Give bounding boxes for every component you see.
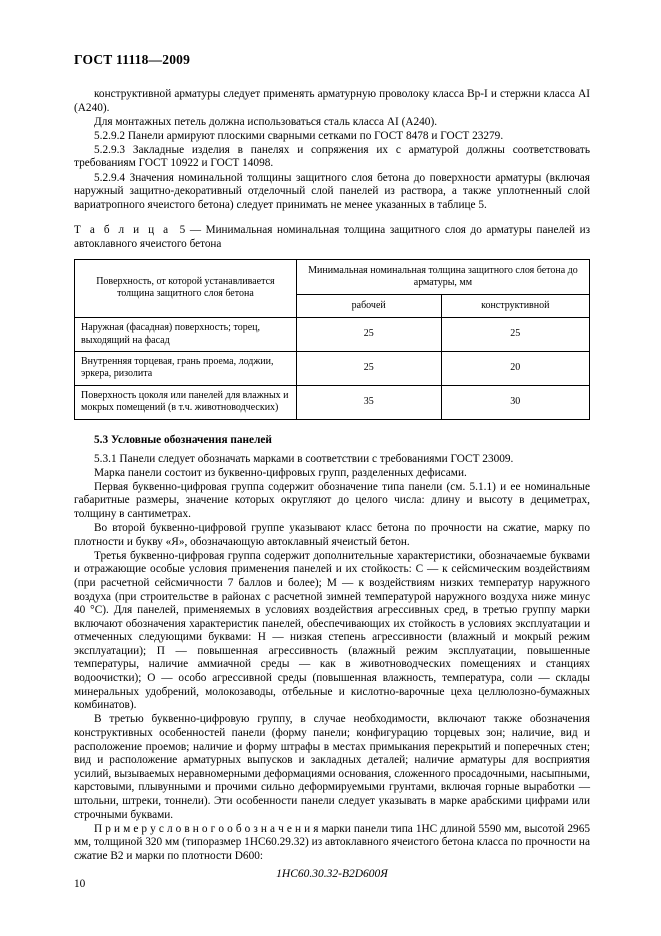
paragraph: Третья буквенно-цифровая группа содержит дополнительные характеристики, обозначаемые буквами и отражающие особые условия применения панелей и их стойкость: С — к сейсмическим воздействиям (при расчетной сейсмичности 7 баллов и более); М — к воздействиям низких температур наружного воздуха (при строительстве в районах с расчетной зимней температурой наружного воздуха ниже минус 40 °С). Для панелей, применяемых в условиях воздействия агрессивных сред, в третью группу марки включают обозначения характеристик панелей, обеспечивающих их стойкость в условиях эксплуатации и отмеченных следующими буквами: Н — низкая степень агрессивности (влажный и мокрый режим эксплуатации); П — повышенная агрессивность (влажный режим эксплуатации, повышенные температуры, наличие аммиачной среды — как в животноводческих помещениях и станциях водоочистки); О — особо агрессивной среды (повышенная влажность, температура, соли — склады минеральных удобрений, молокозаводы, отбельные и кислотно-варочные цеха целлюлозно-бумажных комбинатов).	[74, 549, 590, 712]
page-content	[74, 88, 590, 882]
example-paragraph	[74, 823, 590, 864]
table-cell-value: 25	[296, 318, 441, 352]
table-header-surface: Поверхность, от которой устанавливается толщина защитного слоя бетона	[75, 259, 297, 318]
paragraph: 5.2.9.2 Панели армируют плоскими сварными сетками по ГОСТ 8478 и ГОСТ 23279.	[94, 129, 504, 142]
table-cell-value: 25	[441, 318, 589, 352]
table-cell-value: 25	[296, 351, 441, 385]
table-header-thickness: Минимальная номинальная толщина защитного слоя бетона до арматуры, мм	[296, 259, 589, 294]
table-subheader-working: рабочей	[296, 294, 441, 317]
page-header: ГОСТ 11118—2009	[74, 52, 191, 67]
table-row	[75, 385, 590, 419]
table-caption-label: Т а б л и ц а	[74, 224, 171, 237]
example-code: 1НС60.30.32-В2D600Я	[276, 868, 388, 881]
table-caption-number: 5	[179, 224, 186, 237]
table-cell-label: Поверхность цоколя или панелей для влажных и мокрых помещений (в т.ч. животноводческих)	[75, 385, 297, 419]
table-caption	[74, 224, 590, 251]
table-row	[75, 351, 590, 385]
paragraph: Для монтажных петель должна использоваться сталь класса AI (А240).	[94, 115, 438, 128]
table-cell-label: Внутренняя торцевая, грань проема, лоджии, эркера, ризолита	[75, 351, 297, 385]
paragraph: В третью буквенно-цифровую группу, в случае необходимости, включают также обозначения конструктивных особенностей панели (форму панели; конфигурацию торцевых зон; наличие, вид и расположение проемов; наличие и форму штрафы в местах примыкания перекрытий и поперечных стен; вид и расположение арматурных выпусков и закладных деталей; наличие арматуры для восприятия усилий, вызываемых неравномерными деформациями основания, сложенного просадочными, насыпными, карстовыми, плывунными и прочими сильно деформируемыми грунтами, включая горные выработки — штольни, штреки, тоннели). Эти особенности панели следует указывать в марке арабскими цифрами или строчными буквами.	[74, 713, 590, 821]
paragraph: Во второй буквенно-цифровой группе указывают класс бетона по прочности на сжатие, марку по плотности и букву «Я», обозначающую автоклавный ячеистый бетон.	[74, 522, 590, 548]
section-title: 5.3 Условные обозначения панелей	[94, 433, 272, 446]
table-body	[75, 318, 590, 419]
table-cell-value: 30	[441, 385, 589, 419]
table-subheader-structural: конструктивной	[441, 294, 589, 317]
paragraph: 5.3.1 Панели следует обозначать марками в соответствии с требованиями ГОСТ 23009.	[94, 452, 514, 465]
page-number: 10	[74, 878, 86, 890]
table-cell-value: 35	[296, 385, 441, 419]
table-caption-text: Минимальная номинальная толщина защитного слоя до арматуры панелей из автоклавного ячеистого бетона	[74, 224, 591, 250]
table-head	[75, 259, 590, 318]
example-text: марки панели типа 1НС длиной 5590 мм, высотой 2965 мм, толщиной 320 мм (типоразмер 1НС60.29.32) из автоклавного ячеистого бетона класса по прочности на сжатие В2 и марки по плотности D600:	[74, 822, 590, 862]
table-header-row	[75, 259, 590, 294]
table-row	[75, 318, 590, 352]
paragraph: Первая буквенно-цифровая группа содержит обозначение типа панели (см. 5.1.1) и ее номинальные габаритные размеры, значение которых округляют до целого числа: длину и высоту в дециметрах, толщину в сантиметрах.	[74, 480, 590, 520]
paragraph: Марка панели состоит из буквенно-цифровых групп, разделенных дефисами.	[94, 466, 467, 479]
example-label: П р и м е р у с л о в н о г о о б о з н а ч е н и я	[94, 822, 319, 835]
paragraph: 5.2.9.4 Значения номинальной толщины защитного слоя бетона до поверхности арматуры (включая наружный защитно-декоративный отделочный слой панелей из раствора, а также уплотненный слой вариатропного ячеистого бетона) следует принимать не менее указанных в таблице 5.	[74, 171, 590, 211]
protective-layer-table	[74, 259, 590, 420]
table-caption-dash: —	[189, 224, 201, 237]
table-cell-value: 20	[441, 351, 589, 385]
table-cell-label: Наружная (фасадная) поверхность; торец, выходящий на фасад	[75, 318, 297, 352]
paragraph: 5.2.9.3 Закладные изделия в панелях и сопряжения их с арматурой должны соответствовать требованиям ГОСТ 10922 и ГОСТ 14098.	[74, 143, 590, 170]
paragraph: конструктивной арматуры следует применять арматурную проволоку класса Вр-I и стержни класса AI (А240).	[74, 88, 590, 114]
